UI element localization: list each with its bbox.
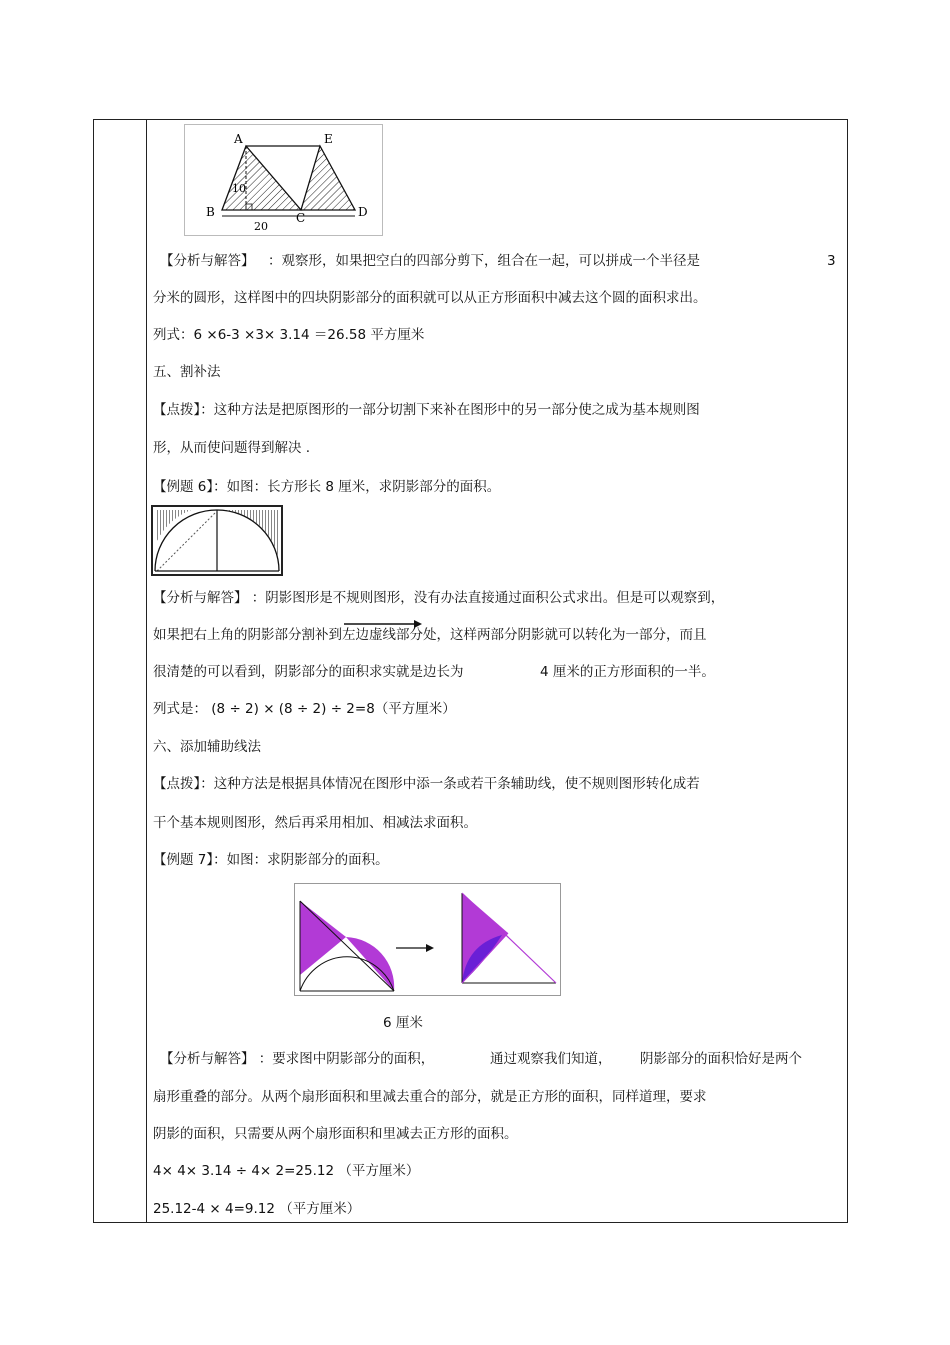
column-divider bbox=[146, 120, 147, 1222]
section6-tip-line2: 干个基本规则图形，然后再采用相加、相减法求面积。 bbox=[153, 815, 477, 831]
ex7-analysis-line1c: 阴影部分的面积恰好是两个 bbox=[640, 1051, 802, 1067]
arrow-line bbox=[344, 618, 422, 630]
ex5-analysis-line2: 分米的圆形，这样图中的四块阴影部分的面积就可以从正方形面积中减去这个圆的面积求出。 bbox=[153, 290, 707, 306]
ex7-title: 【例题 7】：如图：求阴影部分的面积。 bbox=[153, 852, 389, 868]
section6-title: 六、添加辅助线法 bbox=[153, 739, 261, 755]
ex5-analysis-label: 【分析与解答】 bbox=[160, 253, 255, 269]
label-B: B bbox=[206, 205, 215, 219]
label-C: C bbox=[296, 211, 306, 225]
right-shaded-triangle bbox=[301, 146, 355, 210]
trapezoid-figure bbox=[184, 124, 383, 236]
ex6-title: 【例题 6】：如图：长方形长 8 厘米，求阴影部分的面积。 bbox=[153, 479, 501, 495]
ex7-formula1: 4× 4× 3.14 ÷ 4× 2=25.12 （平方厘米） bbox=[153, 1163, 420, 1179]
sector-figure bbox=[294, 883, 561, 996]
ex7-analysis-line3: 阴影的面积，只需要从两个扇形面积和里减去正方形的面积。 bbox=[153, 1126, 518, 1142]
semicircle-figure bbox=[151, 505, 283, 576]
ex5-formula: 列式：6 ×6-3 ×3× 3.14 ＝26.58 平方厘米 bbox=[153, 327, 425, 343]
ex6-analysis-line3a: 很清楚的可以看到，阴影部分的面积求实就是边长为 bbox=[153, 664, 464, 680]
ex6-analysis-line3b: 4 厘米的正方形面积的一半。 bbox=[540, 664, 715, 680]
label-E: E bbox=[324, 132, 333, 146]
section5-tip-line2: 形，从而使问题得到解决 . bbox=[153, 440, 311, 456]
ex7-analysis-line1a: 【分析与解答】 ：要求图中阴影部分的面积， bbox=[160, 1051, 435, 1067]
ex7-caption: 6 厘米 bbox=[383, 1015, 423, 1031]
label-D: D bbox=[358, 205, 368, 219]
ex7-analysis-line2: 扇形重叠的部分。从两个扇形面积和里减去重合的部分，就是正方形的面积，同样道理，要求 bbox=[153, 1089, 707, 1105]
section5-tip-line1: 【点拨】：这种方法是把原图形的一部分切割下来补在图形中的另一部分使之成为基本规则图 bbox=[153, 402, 700, 418]
ex5-analysis-number: 3 bbox=[827, 253, 836, 269]
ex6-formula: 列式是： (8 ÷ 2) × (8 ÷ 2) ÷ 2=8（平方厘米） bbox=[153, 701, 456, 717]
ex5-analysis-line1: ：观察形，如果把空白的四部分剪下，组合在一起，可以拼成一个半径是 bbox=[268, 253, 700, 269]
label-height: 10 bbox=[232, 182, 246, 195]
label-A: A bbox=[234, 132, 243, 146]
section6-tip-line1: 【点拨】：这种方法是根据具体情况在图形中添一条或若干条辅助线，使不规则图形转化成若 bbox=[153, 776, 700, 792]
label-width: 20 bbox=[254, 220, 268, 233]
ex7-formula2: 25.12-4 × 4=9.12 （平方厘米） bbox=[153, 1201, 361, 1217]
ex7-analysis-line1b: 通过观察我们知道， bbox=[490, 1051, 612, 1067]
ex6-analysis-line2: 如果把右上角的阴影部分割补到左边虚线部分处，这样两部分阴影就可以转化为一部分，而且 bbox=[153, 627, 707, 643]
section5-title: 五、割补法 bbox=[153, 364, 221, 380]
left-shaded-triangle bbox=[222, 146, 301, 210]
ex6-analysis-line1: 【分析与解答】 ：阴影图形是不规则图形，没有办法直接通过面积公式求出。但是可以观察到， bbox=[153, 590, 725, 606]
